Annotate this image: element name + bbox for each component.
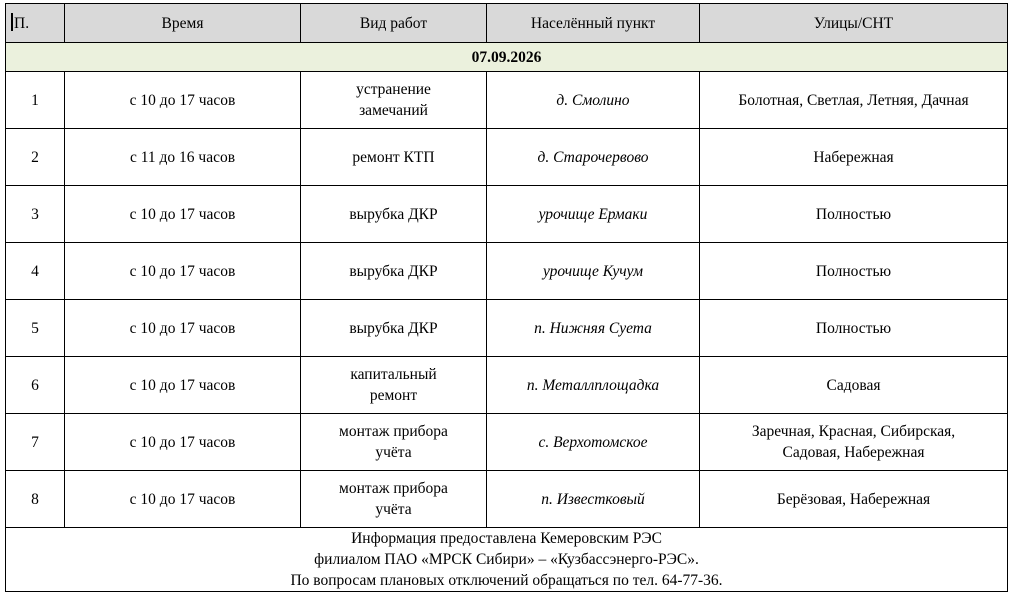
table-row	[6, 357, 1008, 414]
row-streets: Садовая	[700, 357, 1008, 414]
table-row	[6, 186, 1008, 243]
row-streets: Полностью	[700, 243, 1008, 300]
row-work-type: вырубка ДКР	[301, 243, 487, 300]
header-work: Вид работ	[301, 4, 487, 43]
table-row	[6, 300, 1008, 357]
row-number: 8	[6, 471, 65, 528]
row-place: д. Старочервово	[487, 129, 700, 186]
row-number: 1	[6, 72, 65, 129]
footer-cell	[6, 528, 1008, 592]
row-number: 5	[6, 300, 65, 357]
header-streets: Улицы/СНТ	[700, 4, 1008, 43]
row-streets: Заречная, Красная, Сибирская, Садовая, Набережная	[700, 414, 1008, 471]
row-work-type: монтаж прибора учёта	[301, 471, 487, 528]
table-row	[6, 414, 1008, 471]
header-place: Населённый пункт	[487, 4, 700, 43]
text-cursor	[11, 13, 13, 31]
date-cell: 07.09.2026	[6, 43, 1008, 72]
header-time: Время	[65, 4, 301, 43]
row-work-type: вырубка ДКР	[301, 186, 487, 243]
row-time: с 10 до 17 часов	[65, 357, 301, 414]
row-time: с 11 до 16 часов	[65, 129, 301, 186]
row-streets: Берёзовая, Набережная	[700, 471, 1008, 528]
date-row	[6, 43, 1008, 72]
footer-line-branch: филиалом ПАО «МРСК Сибири» – «Кузбассэнерго-РЭС».	[314, 551, 699, 568]
table-row	[6, 129, 1008, 186]
row-streets: Набережная	[700, 129, 1008, 186]
footer-line-provider: Информация предоставлена Кемеровским РЭС	[351, 530, 662, 547]
row-time: с 10 до 17 часов	[65, 414, 301, 471]
outage-schedule-table	[5, 3, 1008, 592]
table-row	[6, 243, 1008, 300]
row-time: с 10 до 17 часов	[65, 72, 301, 129]
row-place: урочище Кучум	[487, 243, 700, 300]
row-work-type: устранение замечаний	[301, 72, 487, 129]
header-row	[6, 4, 1008, 43]
row-streets: Полностью	[700, 186, 1008, 243]
row-number: 3	[6, 186, 65, 243]
row-time: с 10 до 17 часов	[65, 471, 301, 528]
row-time: с 10 до 17 часов	[65, 243, 301, 300]
footer-row	[6, 528, 1008, 592]
row-work-type: ремонт КТП	[301, 129, 487, 186]
row-time: с 10 до 17 часов	[65, 300, 301, 357]
table-header	[6, 4, 1008, 43]
table-row	[6, 72, 1008, 129]
row-place: д. Смолино	[487, 72, 700, 129]
row-place: с. Верхотомское	[487, 414, 700, 471]
row-place: п. Известковый	[487, 471, 700, 528]
row-time: с 10 до 17 часов	[65, 186, 301, 243]
header-num[interactable]	[6, 4, 65, 43]
row-place: урочище Ермаки	[487, 186, 700, 243]
row-place: п. Металлплощадка	[487, 357, 700, 414]
row-number: 4	[6, 243, 65, 300]
row-place: п. Нижняя Суета	[487, 300, 700, 357]
table-body	[6, 43, 1008, 592]
row-number: 7	[6, 414, 65, 471]
row-streets: Полностью	[700, 300, 1008, 357]
table-row	[6, 471, 1008, 528]
row-number: 6	[6, 357, 65, 414]
footer-line-contact: По вопросам плановых отключений обращаться по тел. 64-77-36.	[290, 572, 723, 589]
row-streets: Болотная, Светлая, Летняя, Дачная	[700, 72, 1008, 129]
row-work-type: капитальный ремонт	[301, 357, 487, 414]
row-number: 2	[6, 129, 65, 186]
row-work-type: вырубка ДКР	[301, 300, 487, 357]
row-work-type: монтаж прибора учёта	[301, 414, 487, 471]
header-num-label: П.	[14, 14, 30, 32]
